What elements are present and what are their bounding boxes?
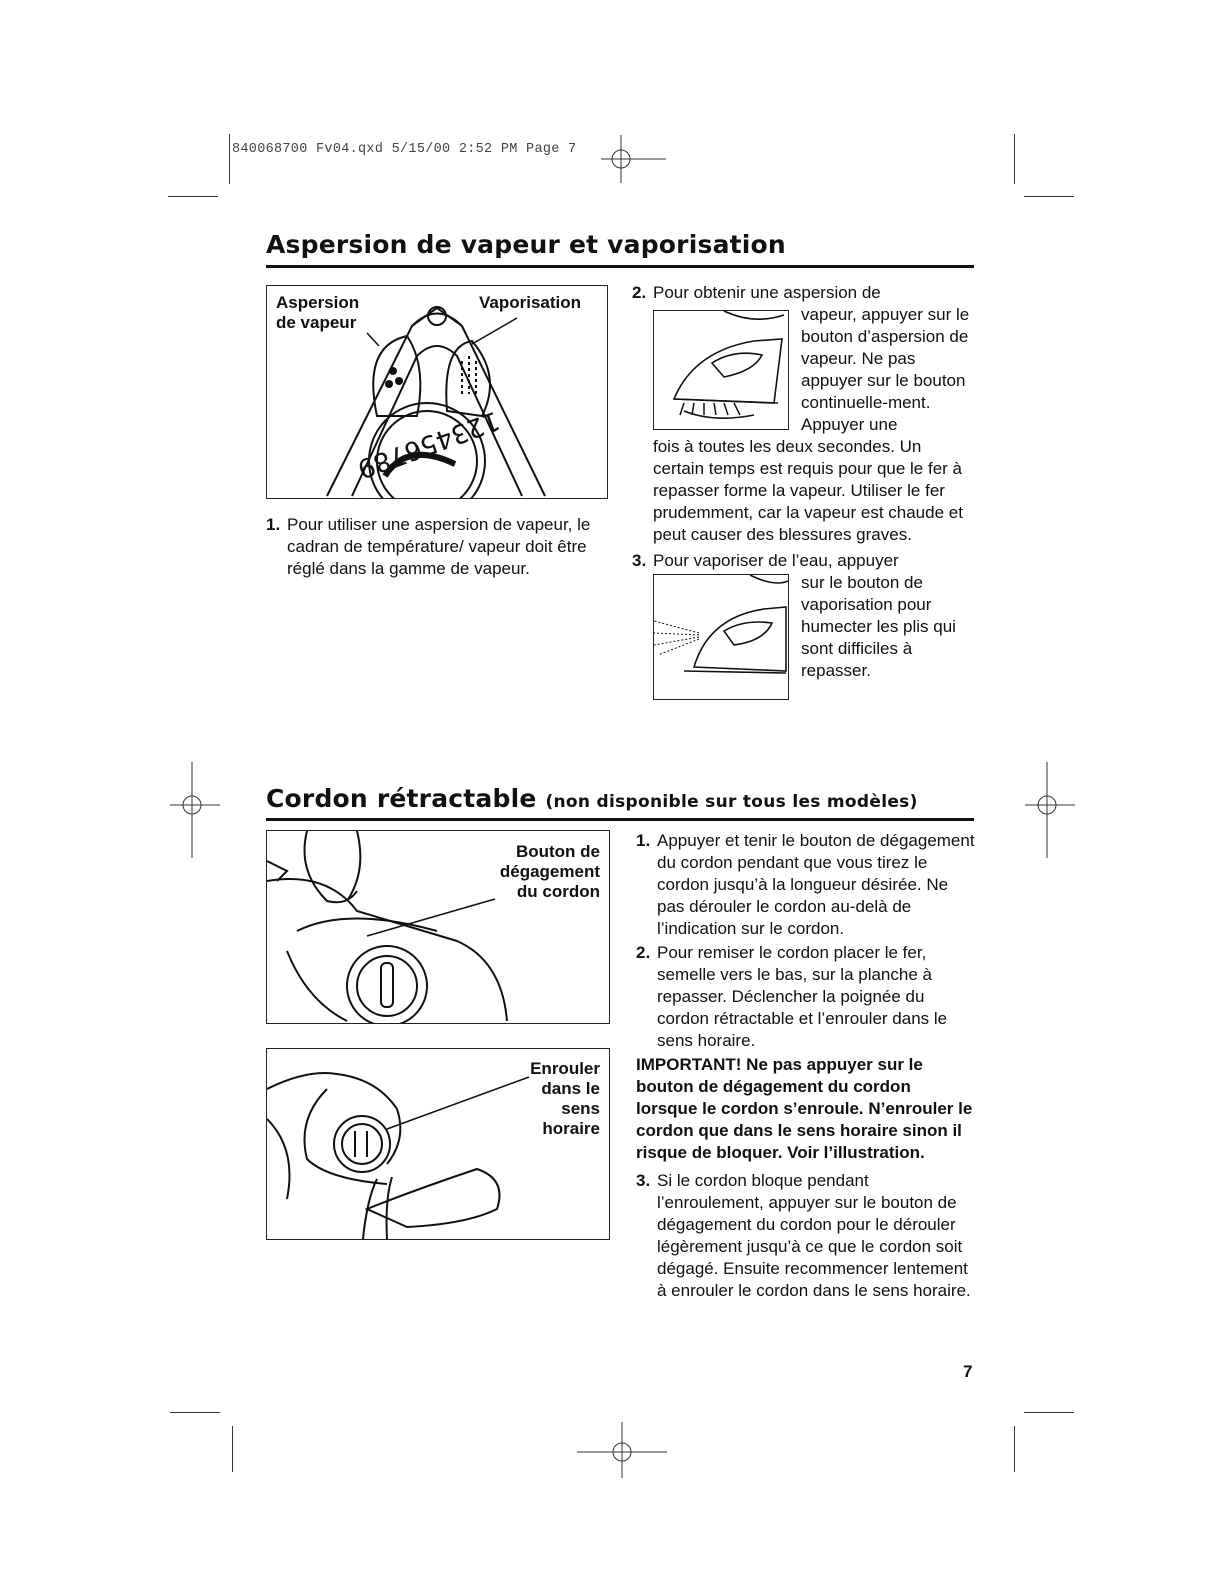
label-cord-release-button: Bouton de dégagement du cordon bbox=[499, 842, 600, 901]
registration-mark-left bbox=[170, 760, 230, 860]
crop-mark bbox=[1014, 1426, 1015, 1472]
item-text-wrap: sur le bouton de vaporisation pour humecter les plis qui sont difficiles à repasser. bbox=[801, 573, 956, 680]
iron-steam-illustration bbox=[654, 311, 788, 429]
figure-iron-spray bbox=[653, 574, 789, 700]
list-item bbox=[266, 514, 607, 580]
item-number: 2. bbox=[632, 283, 647, 302]
registration-mark-right bbox=[1020, 760, 1080, 860]
item-text: Appuyer et tenir le bouton de dégagement du cordon pendant que vous tirez le cordon jusqu’à la longueur désirée. Ne pas dérouler le cordon au-delà de l’indication sur le cordon. bbox=[657, 831, 975, 938]
item-number: 1. bbox=[266, 515, 281, 534]
label-rewind-clockwise: Enrouler dans le sens horaire bbox=[530, 1059, 600, 1138]
section-rule bbox=[266, 265, 974, 268]
item-number: 1. bbox=[636, 831, 651, 850]
section-title-cordon bbox=[266, 784, 918, 813]
section-rule bbox=[266, 818, 974, 821]
section-title-aspersion: Aspersion de vapeur et vaporisation bbox=[266, 230, 786, 259]
label-aspersion-line2: de vapeur bbox=[276, 313, 357, 332]
label-aspersion-line1: Aspersion bbox=[276, 293, 360, 312]
registration-mark-bottom bbox=[572, 1420, 672, 1480]
print-slug: 840068700 Fv04.qxd 5/15/00 2:52 PM Page 7 bbox=[232, 142, 577, 157]
label-vaporisation: Vaporisation bbox=[479, 293, 582, 312]
crop-mark bbox=[229, 134, 230, 184]
important-notice: IMPORTANT! Ne pas appuyer sur le bouton de dégagement du cordon lorsque le cordon s’enroule. N’enrouler le cordon que dans le sens horaire sinon il risque de bloquer. Voir l’illustration. bbox=[636, 1055, 973, 1162]
item-number: 3. bbox=[632, 551, 647, 570]
section-subtitle: (non disponible sur tous les modèles) bbox=[545, 792, 918, 812]
item-text-rest: fois à toutes les deux secondes. Un certain temps est requis pour que le fer à repasser forme la vapeur. Utiliser le fer prudemment, car la vapeur est chaude et peut causer des blessures graves. bbox=[653, 437, 963, 544]
crop-mark bbox=[232, 1426, 233, 1472]
item-text-lead: Pour vaporiser de l’eau, appuyer bbox=[653, 551, 899, 570]
figure-steam-spray bbox=[266, 285, 608, 499]
item-number: 2. bbox=[636, 943, 651, 962]
page-number: 7 bbox=[963, 1362, 973, 1381]
item-text: Pour remiser le cordon placer le fer, semelle vers le bas, sur la planche à repasser. Déclencher la poignée du cordon rétractable et l’enrouler dans le sens horaire. bbox=[657, 943, 948, 1050]
crop-mark bbox=[168, 196, 218, 197]
item-text: Si le cordon bloque pendant l’enroulement, appuyer sur le bouton de dégagement du cordon pour le dérouler légèrement jusqu’à ce que le cordon soit dégagé. Ensuite recommencer lentement à enrouler le cordon dans le sens horaire. bbox=[657, 1171, 971, 1300]
figure-iron-steam-burst bbox=[653, 310, 789, 430]
crop-mark bbox=[170, 1412, 220, 1413]
crop-mark bbox=[1024, 196, 1074, 197]
cord-instructions bbox=[636, 830, 976, 1302]
crop-mark bbox=[1024, 1412, 1074, 1413]
dial-numbers: 123456789 bbox=[353, 404, 504, 484]
list-item bbox=[636, 1170, 976, 1302]
section-title-main: Cordon rétractable bbox=[266, 784, 537, 813]
figure-cord-rewind bbox=[266, 1048, 610, 1240]
list-item bbox=[636, 830, 976, 940]
iron-spray-illustration bbox=[654, 575, 788, 699]
list-item bbox=[632, 282, 972, 704]
figure-cord-release bbox=[266, 830, 610, 1024]
crop-mark bbox=[1014, 134, 1015, 184]
item-text-lead: Pour obtenir une aspersion de bbox=[653, 283, 881, 302]
item-text-wrap: vapeur, appuyer sur le bouton d’aspersion de vapeur. Ne pas appuyer sur le bouton continuelle-ment. Appuyer une bbox=[801, 305, 970, 434]
list-item bbox=[636, 942, 976, 1052]
item-text: Pour utiliser une aspersion de vapeur, le cadran de température/ vapeur doit être réglé dans la gamme de vapeur. bbox=[287, 515, 591, 578]
registration-mark-top bbox=[596, 135, 676, 185]
item-number: 3. bbox=[636, 1171, 651, 1190]
